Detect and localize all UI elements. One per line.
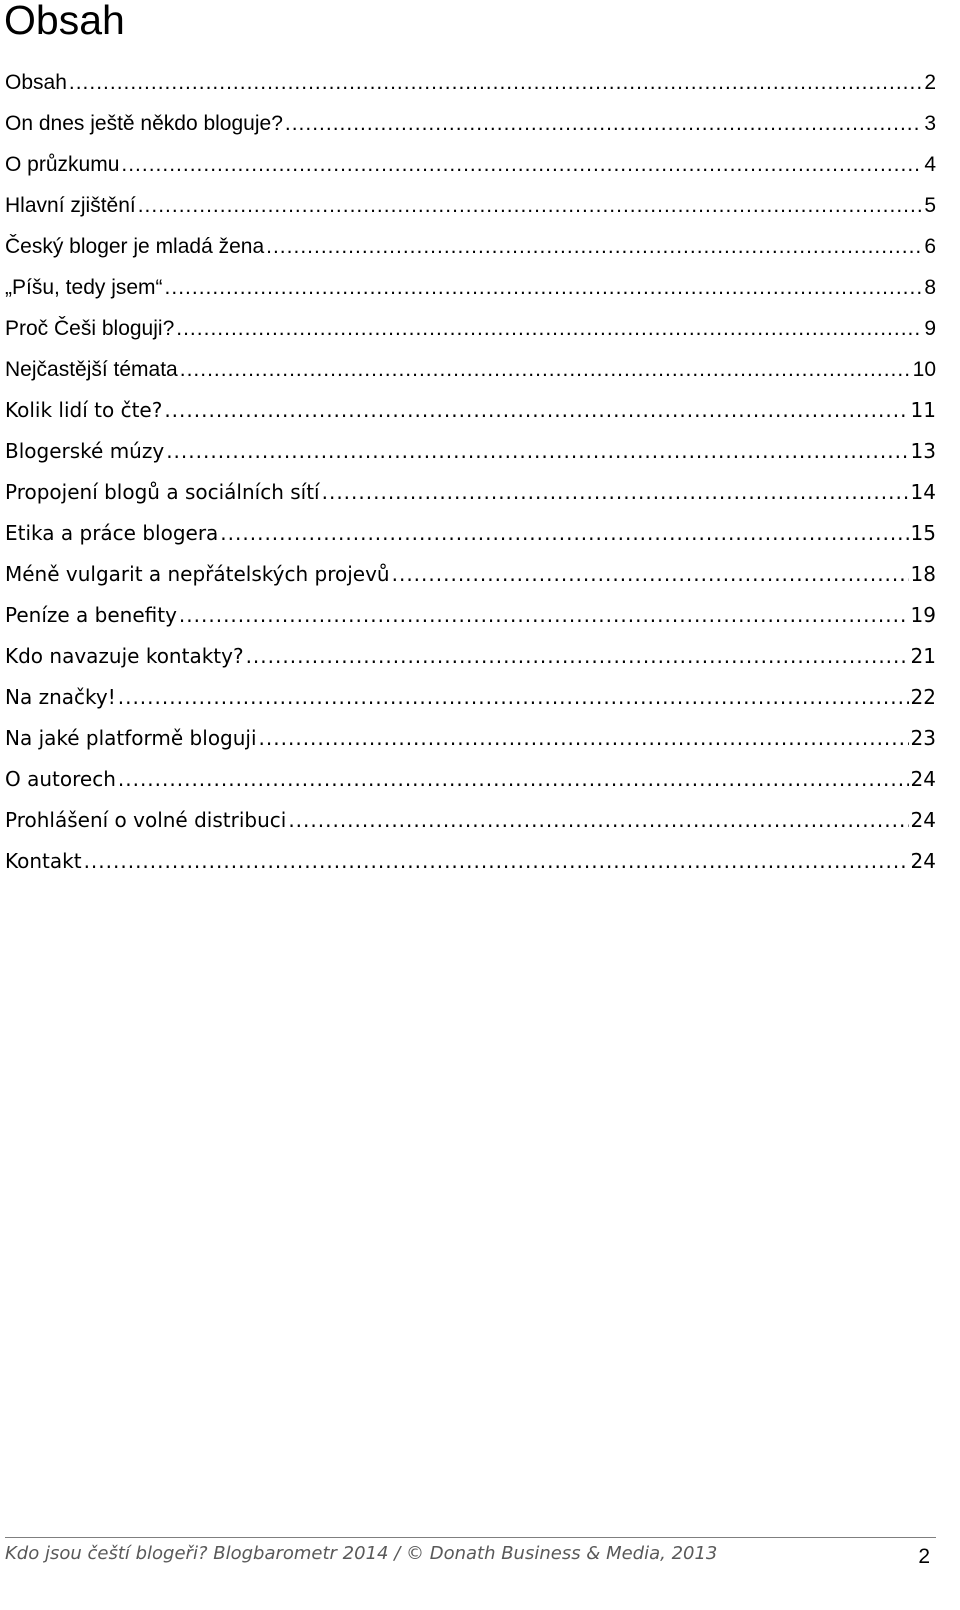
toc-entry[interactable] — [5, 800, 936, 841]
toc-entry[interactable] — [5, 718, 936, 759]
toc-dot-leader — [165, 267, 923, 308]
footer-page-number: 2 — [918, 1545, 930, 1568]
toc-entry[interactable] — [5, 185, 936, 226]
toc-entry-page-number: 19 — [909, 595, 936, 636]
toc-entry-label: Nejčastější témata — [5, 349, 180, 390]
toc-entry-label: Blogerské múzy — [5, 431, 166, 472]
toc-dot-leader — [118, 677, 909, 718]
page-footer — [0, 1537, 960, 1610]
toc-entry-label: Hlavní zjištění — [5, 185, 138, 226]
toc-entry-page-number: 13 — [909, 431, 936, 472]
toc-dot-leader — [246, 636, 909, 677]
toc-dot-leader — [164, 390, 908, 431]
toc-dot-leader — [179, 595, 909, 636]
toc-entry[interactable] — [5, 513, 936, 554]
toc-entry[interactable] — [5, 390, 936, 431]
toc-entry-label: Obsah — [5, 62, 69, 103]
toc-dot-leader — [322, 472, 909, 513]
toc-entry-page-number: 6 — [922, 226, 936, 267]
toc-entry-label: Méně vulgarit a nepřátelských projevů — [5, 554, 392, 595]
toc-entry-page-number: 22 — [909, 677, 936, 718]
toc-entry-page-number: 23 — [909, 718, 936, 759]
toc-entry-label: O průzkumu — [5, 144, 121, 185]
toc-entry-label: Na značky! — [5, 677, 118, 718]
toc-dot-leader — [220, 513, 908, 554]
toc-entry-label: On dnes ještě někdo bloguje? — [5, 103, 285, 144]
toc-entry-label: „Píšu, tedy jsem“ — [5, 267, 165, 308]
page-title: Obsah — [4, 0, 125, 43]
toc-entry[interactable] — [5, 677, 936, 718]
toc-entry-page-number: 21 — [909, 636, 936, 677]
toc-dot-leader — [285, 103, 922, 144]
toc-entry-page-number: 24 — [909, 841, 936, 882]
toc-entry[interactable] — [5, 103, 936, 144]
toc-entry[interactable] — [5, 308, 936, 349]
footer-text: Kdo jsou čeští blogeři? Blogbarometr 2014 / © Donath Business & Media, 2013 — [5, 1543, 718, 1564]
toc-entry-page-number: 11 — [909, 390, 936, 431]
toc-dot-leader — [176, 308, 922, 349]
toc-entry-page-number: 2 — [922, 62, 936, 103]
toc-entry[interactable] — [5, 472, 936, 513]
toc-entry-label: Na jaké platformě bloguji — [5, 718, 259, 759]
toc-entry[interactable] — [5, 226, 936, 267]
toc-dot-leader — [288, 800, 908, 841]
toc-entry-label: Etika a práce blogera — [5, 513, 220, 554]
toc-entry-page-number: 5 — [922, 185, 936, 226]
toc-entry[interactable] — [5, 759, 936, 800]
toc-dot-leader — [266, 226, 922, 267]
toc-entry[interactable] — [5, 595, 936, 636]
toc-entry[interactable] — [5, 267, 936, 308]
toc-entry[interactable] — [5, 841, 936, 882]
toc-entry-page-number: 3 — [922, 103, 936, 144]
toc-dot-leader — [166, 431, 908, 472]
toc-entry-page-number: 15 — [909, 513, 936, 554]
toc-entry[interactable] — [5, 62, 936, 103]
toc-dot-leader — [259, 718, 909, 759]
toc-entry-page-number: 14 — [909, 472, 936, 513]
toc-entry-label: Proč Češi bloguji? — [5, 308, 176, 349]
toc-entry-label: Peníze a benefity — [5, 595, 179, 636]
toc-entry-label: Prohlášení o volné distribuci — [5, 800, 288, 841]
toc-entry[interactable] — [5, 431, 936, 472]
footer-divider — [5, 1537, 936, 1538]
toc-dot-leader — [180, 349, 911, 390]
toc-entry-page-number: 24 — [909, 800, 936, 841]
toc-dot-leader — [138, 185, 923, 226]
toc-entry-label: Kolik lidí to čte? — [5, 390, 164, 431]
table-of-contents — [5, 62, 936, 882]
toc-entry-page-number: 18 — [909, 554, 936, 595]
toc-entry-label: Český bloger je mladá žena — [5, 226, 266, 267]
toc-entry[interactable] — [5, 349, 936, 390]
toc-entry-page-number: 9 — [922, 308, 936, 349]
toc-entry-label: Kontakt — [5, 841, 84, 882]
toc-entry-page-number: 8 — [922, 267, 936, 308]
toc-dot-leader — [84, 841, 909, 882]
toc-entry-page-number: 24 — [909, 759, 936, 800]
toc-entry[interactable] — [5, 554, 936, 595]
toc-entry-label: O autorech — [5, 759, 118, 800]
toc-entry-label: Propojení blogů a sociálních sítí — [5, 472, 322, 513]
toc-entry[interactable] — [5, 636, 936, 677]
toc-entry-label: Kdo navazuje kontakty? — [5, 636, 246, 677]
toc-dot-leader — [69, 62, 922, 103]
toc-entry-page-number: 10 — [911, 349, 936, 390]
toc-dot-leader — [118, 759, 909, 800]
toc-dot-leader — [121, 144, 922, 185]
toc-entry-page-number: 4 — [922, 144, 936, 185]
toc-dot-leader — [392, 554, 909, 595]
toc-entry[interactable] — [5, 144, 936, 185]
